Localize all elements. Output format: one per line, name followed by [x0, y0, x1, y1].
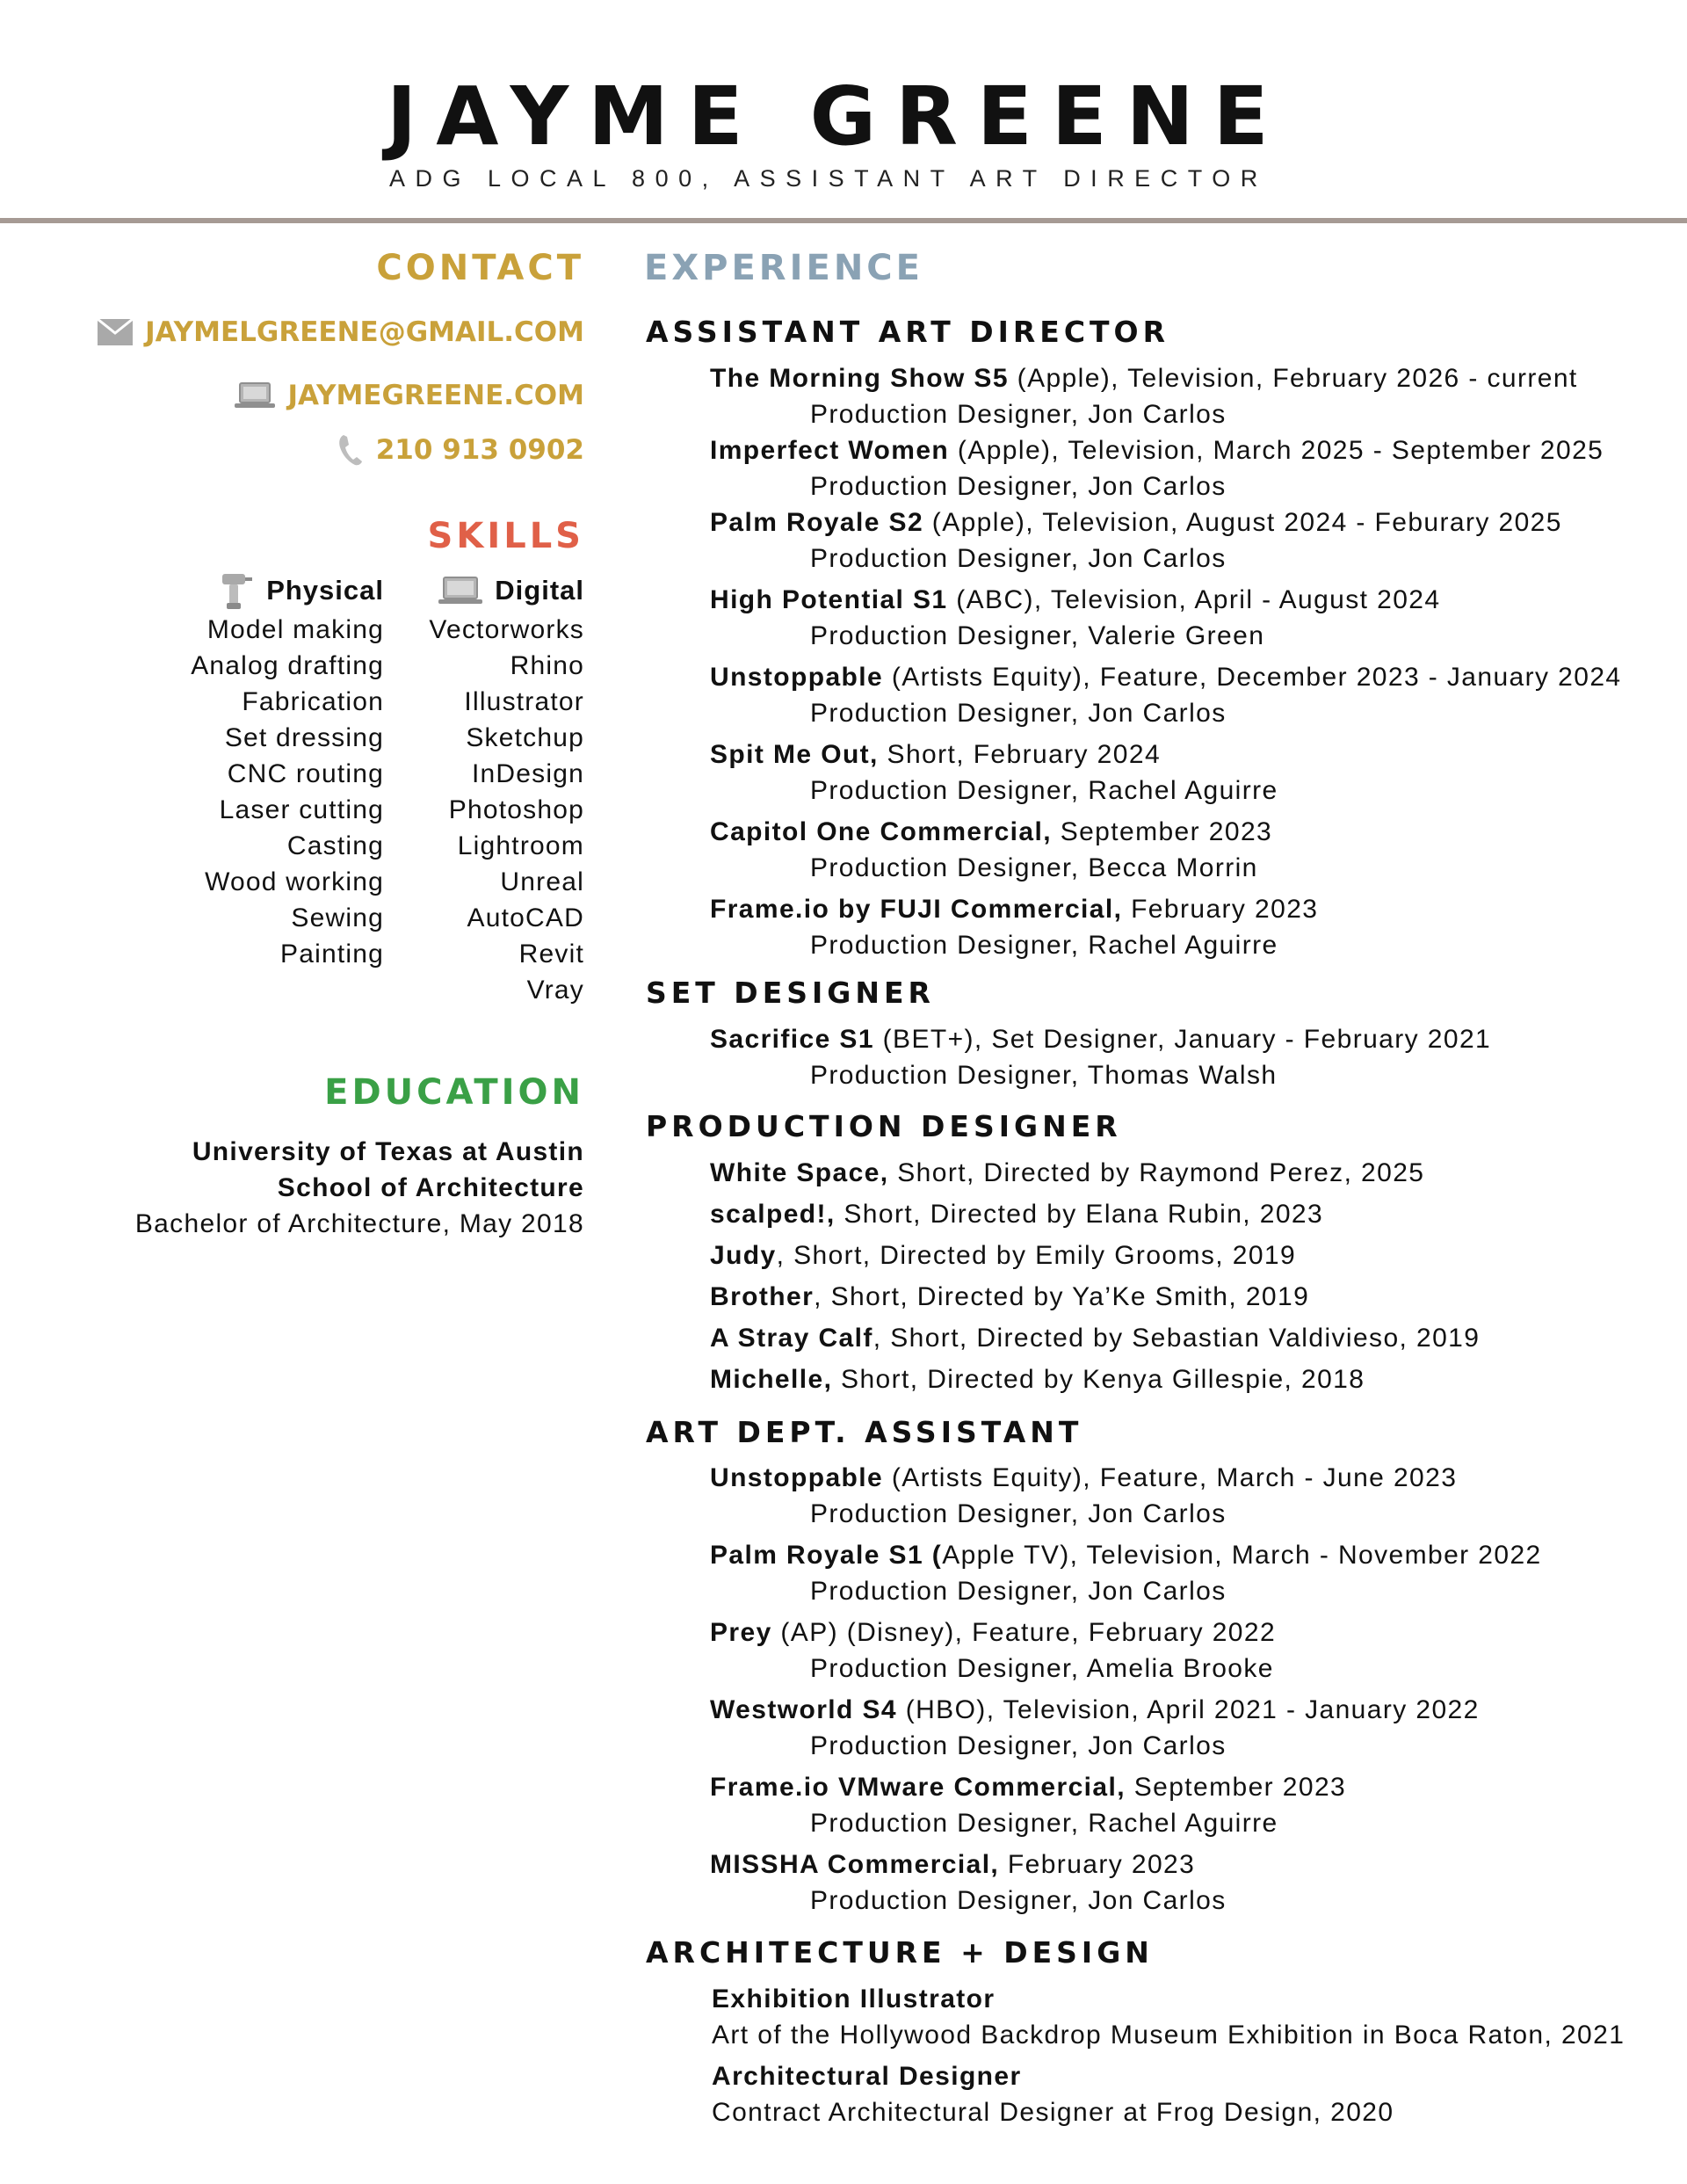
entry-details: (Apple), Television, February 2026 - current	[1008, 364, 1578, 393]
experience-entry	[710, 1537, 1542, 1609]
entry-designer: Production Designer, Valerie Green	[810, 621, 1265, 650]
skill-item: Model making	[206, 615, 384, 644]
entry-details: Short, Directed by Kenya Gillespie, 2018	[832, 1365, 1365, 1394]
experience-entry	[710, 504, 1562, 577]
experience-entry	[710, 1847, 1227, 1919]
entry-designer: Production Designer, Becca Morrin	[810, 853, 1258, 882]
entry-designer: Production Designer, Jon Carlos	[810, 699, 1227, 728]
entry-details: (Apple), Television, August 2024 - Feburary 2025	[923, 508, 1562, 537]
entry-details: , Short, Directed by Emily Grooms, 2019	[776, 1241, 1297, 1270]
entry-designer: Production Designer, Rachel Aguirre	[810, 931, 1278, 960]
digital-skills-column	[409, 570, 584, 1008]
drill-icon	[219, 570, 254, 611]
skill-item: AutoCAD	[467, 903, 584, 932]
production-entry	[710, 1196, 1323, 1232]
experience-entry	[710, 432, 1604, 504]
entry-details: Apple TV), Television, March - November 2022	[942, 1541, 1542, 1570]
skill-item: Laser cutting	[219, 795, 384, 824]
entry-project: High Potential S1	[710, 585, 948, 614]
skill-item: Photoshop	[448, 795, 584, 824]
entry-title-line	[710, 1021, 1491, 1057]
entry-details: , Short, Directed by Ya’Ke Smith, 2019	[814, 1282, 1310, 1311]
entry-project: Spit Me Out,	[710, 740, 879, 769]
entry-project: Sacrifice S1	[710, 1025, 874, 1054]
education-block	[57, 1134, 584, 1242]
entry-title-line	[710, 814, 1272, 850]
header-divider	[0, 218, 1687, 223]
entry-details: , Short, Directed by Sebastian Valdivieso, 2019	[872, 1324, 1481, 1353]
entry-details: September 2023	[1125, 1773, 1347, 1802]
entry-details: (Artists Equity), Feature, December 2023 - January 2024	[883, 663, 1622, 692]
entry-title-line	[710, 1614, 1276, 1651]
architecture-description: Contract Architectural Designer at Frog Design, 2020	[712, 2098, 1394, 2127]
skill-item: Sewing	[291, 903, 384, 932]
entry-title-line	[710, 1847, 1227, 1883]
email-text: JAYMELGREENE@GMAIL.COM	[145, 316, 584, 348]
skills-section-title: SKILLS	[427, 516, 584, 556]
entry-designer: Production Designer, Jon Carlos	[810, 1886, 1227, 1915]
experience-section-title: EXPERIENCE	[644, 248, 923, 288]
entry-title-line	[710, 1460, 1457, 1496]
entry-designer: Production Designer, Jon Carlos	[810, 1499, 1227, 1528]
production-entry	[710, 1279, 1309, 1315]
entry-title-line	[710, 432, 1604, 468]
experience-entry	[710, 736, 1278, 809]
education-section-title: EDUCATION	[324, 1072, 584, 1113]
category-art-dept-assistant: ART DEPT. ASSISTANT	[646, 1415, 1083, 1449]
skill-item: Revit	[518, 940, 584, 969]
architecture-role: Architectural Designer	[712, 2062, 1022, 2091]
entry-details: (HBO), Television, April 2021 - January 2022	[896, 1695, 1480, 1724]
entry-designer: Production Designer, Amelia Brooke	[810, 1654, 1274, 1683]
entry-designer: Production Designer, Jon Carlos	[810, 1577, 1227, 1606]
entry-details: (AP) (Disney), Feature, February 2022	[771, 1618, 1277, 1647]
entry-project: scalped!,	[710, 1200, 836, 1229]
entry-details: (BET+), Set Designer, January - February 2021	[873, 1025, 1492, 1054]
entry-project: Unstoppable	[710, 663, 884, 692]
skill-item: Fabrication	[242, 687, 384, 716]
experience-entry	[710, 1614, 1276, 1687]
experience-entry	[710, 360, 1578, 432]
entry-project: Brother	[710, 1282, 815, 1311]
entry-details: Short, Directed by Raymond Perez, 2025	[888, 1158, 1425, 1187]
entry-details: February 2023	[999, 1850, 1196, 1879]
laptop-icon	[438, 576, 482, 606]
website-text: JAYMEGREENE.COM	[287, 380, 584, 411]
experience-entry	[710, 659, 1622, 731]
entry-designer: Production Designer, Jon Carlos	[810, 472, 1227, 501]
entry-project: Imperfect Women	[710, 436, 950, 465]
entry-project: White Space,	[710, 1158, 889, 1187]
architecture-entry	[712, 2058, 1394, 2130]
entry-details: Short, Directed by Elana Rubin, 2023	[835, 1200, 1324, 1229]
entry-designer: Production Designer, Thomas Walsh	[810, 1061, 1278, 1090]
architecture-role: Exhibition Illustrator	[712, 1984, 996, 2013]
skill-item: Painting	[279, 940, 384, 969]
production-entry	[710, 1361, 1365, 1397]
contact-email[interactable]	[98, 315, 584, 350]
skill-item: Vray	[526, 976, 584, 1005]
category-architecture-design: ARCHITECTURE + DESIGN	[646, 1935, 1154, 1970]
category-production-designer: PRODUCTION DESIGNER	[646, 1109, 1122, 1143]
entry-title-line	[710, 360, 1578, 396]
entry-designer: Production Designer, Jon Carlos	[810, 544, 1227, 573]
entry-project: MISSHA Commercial,	[710, 1850, 1000, 1879]
contact-section-title: CONTACT	[376, 248, 584, 288]
entry-designer: Production Designer, Jon Carlos	[810, 400, 1227, 429]
skill-item: Set dressing	[224, 723, 384, 752]
entry-project: Palm Royale S2	[710, 508, 924, 537]
entry-title-line	[710, 659, 1622, 695]
entry-project: Westworld S4	[710, 1695, 897, 1724]
production-entry	[710, 1155, 1424, 1191]
education-college: School of Architecture	[277, 1173, 584, 1202]
skill-item: Vectorworks	[429, 615, 584, 644]
entry-title-line	[710, 582, 1440, 618]
skill-item: Rhino	[510, 651, 584, 680]
experience-entry	[710, 1692, 1480, 1764]
phone-icon	[337, 433, 364, 467]
entry-project: Unstoppable	[710, 1463, 884, 1492]
experience-entry	[710, 582, 1440, 654]
education-school: University of Texas at Austin	[192, 1137, 584, 1166]
entry-title-line	[710, 504, 1562, 541]
skill-item: Illustrator	[464, 687, 584, 716]
applicant-name: JAYME GREENE	[387, 69, 1288, 163]
contact-phone[interactable]	[337, 432, 584, 468]
entry-details: (ABC), Television, April - August 2024	[947, 585, 1441, 614]
architecture-description: Art of the Hollywood Backdrop Museum Exhibition in Boca Raton, 2021	[712, 2021, 1625, 2050]
entry-title-line	[710, 1537, 1542, 1573]
skill-item: CNC routing	[227, 759, 384, 788]
entry-title-line	[710, 1769, 1346, 1805]
entry-details: (Apple), Television, March 2025 - September 2025	[949, 436, 1604, 465]
entry-project: A Stray Calf	[710, 1324, 873, 1353]
entry-title-line	[710, 736, 1278, 773]
entry-project: Frame.io by FUJI Commercial,	[710, 895, 1123, 924]
entry-details: September 2023	[1051, 817, 1273, 846]
entry-details: February 2023	[1122, 895, 1319, 924]
skill-item: Lightroom	[457, 831, 584, 860]
entry-project: Frame.io VMware Commercial,	[710, 1773, 1126, 1802]
architecture-entry	[712, 1981, 1625, 2053]
skill-item: Casting	[286, 831, 384, 860]
entry-details: (Artists Equity), Feature, March - June 2023	[883, 1463, 1458, 1492]
experience-entry	[710, 891, 1318, 963]
production-entry	[710, 1237, 1296, 1273]
entry-designer: Production Designer, Jon Carlos	[810, 1731, 1227, 1760]
physical-skills-label: Physical	[266, 575, 384, 606]
category-assistant-art-director: ASSISTANT ART DIRECTOR	[646, 315, 1170, 349]
entry-designer: Production Designer, Rachel Aguirre	[810, 776, 1278, 805]
experience-entry	[710, 1769, 1346, 1841]
applicant-tagline: ADG LOCAL 800, ASSISTANT ART DIRECTOR	[389, 165, 1268, 192]
phone-text: 210 913 0902	[375, 434, 584, 466]
entry-project: Palm Royale S1 (	[710, 1541, 943, 1570]
resume-header	[0, 0, 1687, 220]
digital-skills-label: Digital	[495, 575, 584, 606]
physical-skills-heading	[94, 570, 384, 612]
contact-website[interactable]	[235, 378, 584, 413]
entry-title-line	[710, 891, 1318, 927]
entry-project: The Morning Show S5	[710, 364, 1009, 393]
experience-entry	[710, 1460, 1457, 1532]
entry-details: Short, February 2024	[878, 740, 1162, 769]
entry-title-line	[710, 1692, 1480, 1728]
skill-item: Sketchup	[466, 723, 584, 752]
entry-designer: Production Designer, Rachel Aguirre	[810, 1809, 1278, 1838]
skill-item: Analog drafting	[191, 651, 384, 680]
skills-grid	[92, 570, 584, 1009]
physical-skills-column	[94, 570, 384, 972]
envelope-icon	[98, 319, 133, 345]
skill-item: Unreal	[500, 867, 584, 896]
skill-item: InDesign	[471, 759, 584, 788]
digital-skills-heading	[409, 570, 584, 612]
entry-project: Judy	[710, 1241, 777, 1270]
laptop-icon	[235, 381, 275, 410]
experience-entry	[710, 1021, 1491, 1093]
category-set-designer: SET DESIGNER	[646, 976, 935, 1010]
production-entry	[710, 1320, 1480, 1356]
entry-project: Prey	[710, 1618, 772, 1647]
experience-entry	[710, 814, 1272, 886]
entry-project: Capitol One Commercial,	[710, 817, 1052, 846]
skill-item: Wood working	[205, 867, 384, 896]
entry-project: Michelle,	[710, 1365, 833, 1394]
education-degree: Bachelor of Architecture, May 2018	[134, 1209, 584, 1238]
